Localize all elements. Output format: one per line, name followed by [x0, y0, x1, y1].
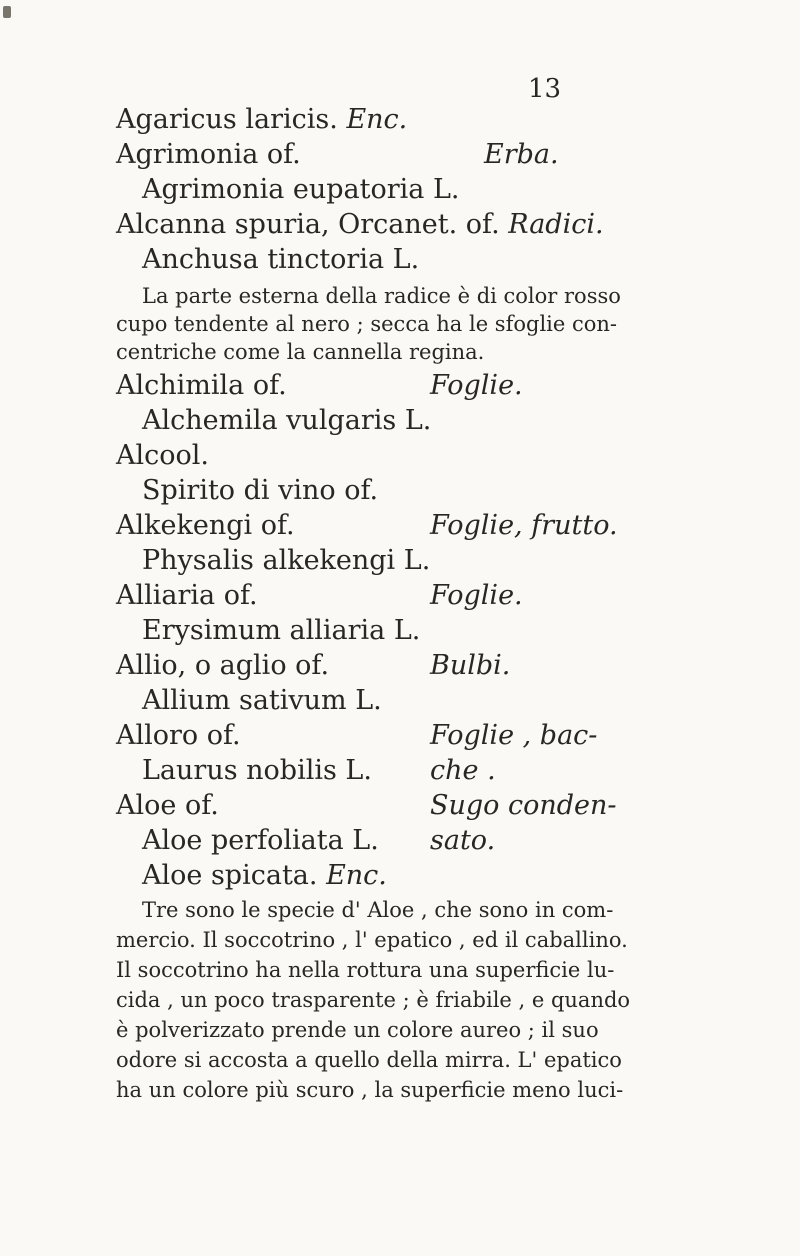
note-aloe-line-4: cida , un poco trasparente ; è friabile , e quando	[116, 988, 631, 1012]
note-aloe-line-1: Tre sono le specie d' Aloe , che sono in com-	[142, 898, 614, 922]
note-alcanna-line-2: cupo tendente al nero ; secca ha le sfoglie con-	[116, 312, 618, 336]
entry-erysimum: Erysimum alliaria L.	[142, 615, 421, 646]
note-aloe-line-2: mercio. Il soccotrino , l' epatico , ed il caballino.	[116, 928, 628, 952]
entry-ref: Enc.	[326, 860, 387, 891]
part-aloe: Sugo conden-	[430, 790, 617, 821]
entry-spirito: Spirito di vino of.	[142, 475, 379, 506]
entry-agrimonia-syn: Agrimonia eupatoria L.	[142, 174, 460, 205]
entry-alchemila-syn: Alchemila vulgaris L.	[142, 405, 432, 436]
part-laurus: che .	[430, 755, 496, 786]
entry-ref: Enc.	[346, 104, 408, 135]
note-aloe-line-7: ha un colore più scuro , la superficie meno luci-	[116, 1078, 624, 1102]
entry-part: Radici.	[508, 209, 604, 240]
part-allio: Bulbi.	[430, 650, 511, 681]
entry-alcool: Alcool.	[116, 440, 209, 471]
note-alcanna-line-1: La parte esterna della radice è di color rosso	[142, 284, 621, 308]
entry-name: Alcanna spuria, Orcanet. of.	[116, 209, 500, 240]
entry-alkekengi: Alkekengi of.	[116, 510, 295, 541]
page-number: 13	[528, 74, 562, 104]
entry-aloe-spicata	[142, 860, 387, 892]
entry-laurus: Laurus nobilis L.	[142, 755, 372, 786]
note-aloe-line-6: odore si accosta a quello della mirra. L' epatico	[116, 1048, 622, 1072]
part-alchimila: Foglie.	[430, 370, 523, 401]
part-alloro: Foglie , bac-	[430, 720, 598, 751]
note-aloe-line-5: è polverizzato prende un colore aureo ; il suo	[116, 1018, 599, 1042]
part-alkekengi: Foglie, frutto.	[430, 510, 618, 541]
entry-alchimila: Alchimila of.	[116, 370, 287, 401]
entry-physalis: Physalis alkekengi L.	[142, 545, 431, 576]
entry-allium: Allium sativum L.	[142, 685, 382, 716]
note-aloe-line-3: Il soccotrino ha nella rottura una superficie lu-	[116, 958, 615, 982]
entry-alloro: Alloro of.	[116, 720, 241, 751]
entry-anchusa: Anchusa tinctoria L.	[142, 244, 420, 275]
entry-alcanna	[116, 209, 604, 241]
part-aloe-perfoliata: sato.	[430, 825, 496, 856]
corner-mark	[3, 6, 11, 18]
entry-aloe-perfoliata: Aloe perfoliata L.	[142, 825, 379, 856]
entry-allio: Allio, o aglio of.	[116, 650, 330, 681]
entry-agaricus	[116, 104, 407, 136]
part-alliaria: Foglie.	[430, 580, 523, 611]
entry-name: Aloe spicata.	[142, 860, 318, 891]
entry-alliaria: Alliaria of.	[116, 580, 258, 611]
entry-aloe: Aloe of.	[116, 790, 219, 821]
entry-name: Agaricus laricis.	[116, 104, 338, 135]
part-agrimonia: Erba.	[484, 139, 559, 170]
entry-agrimonia: Agrimonia of.	[116, 139, 301, 170]
note-alcanna-line-3: centriche come la cannella regina.	[116, 340, 485, 364]
